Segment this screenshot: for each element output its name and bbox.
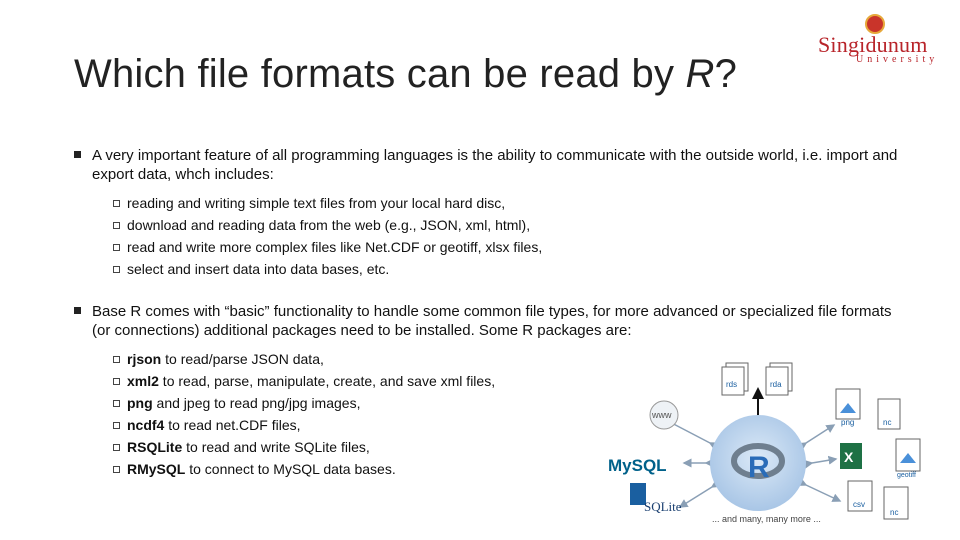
package-name: rjson: [127, 351, 162, 367]
package-desc: to read/parse JSON data,: [161, 351, 324, 367]
package-name: xml2: [127, 373, 159, 389]
sqlite-logo-icon: [630, 483, 682, 514]
list-item: reading and writing simple text files from your local hard disc,: [118, 192, 904, 214]
file-label: geotiff: [897, 472, 916, 479]
package-name: png: [127, 395, 153, 411]
logo-subtitle: University: [856, 54, 939, 65]
diagram-svg: [600, 355, 940, 535]
bullet-packages: [74, 302, 904, 340]
sub-list-import: [74, 192, 904, 280]
more-caption: ... and many, many more ...: [712, 514, 821, 524]
excel-arrow-icon: [812, 459, 836, 463]
file-label: csv: [853, 500, 865, 509]
list-item: select and insert data into data bases, etc.: [118, 258, 904, 280]
bullet-data-import: [74, 146, 904, 184]
package-desc: and jpeg to read png/jpg images,: [152, 395, 361, 411]
bullet-text: Base R comes with “basic” functionality to handle some common file types, for more advanced or specialized file formats (or connections) additional packages need to be installed. Some R packages are:: [92, 303, 892, 339]
file-label: nc: [883, 418, 892, 427]
www-icon: [650, 401, 678, 429]
university-logo: [818, 14, 940, 66]
list-item: read and write more complex files like Net.CDF or geotiff, xlsx files,: [118, 236, 904, 258]
mysql-logo-icon: MySQL: [608, 456, 667, 475]
logo-name: Singidunum: [818, 32, 928, 57]
package-desc: to read net.CDF files,: [164, 417, 301, 433]
file-label: nc: [890, 508, 899, 517]
rds-file-icon: [722, 363, 748, 395]
csv-file-icon: [848, 481, 872, 511]
package-name: ncdf4: [127, 417, 165, 433]
bullet-text: A very important feature of all programming languages is the ability to communicate with the outside world, i.e. import and export data, whch includes:: [92, 147, 898, 183]
csv-arrow-icon: [806, 485, 840, 501]
package-desc: to read and write SQLite files,: [182, 439, 370, 455]
package-name: RSQLite: [127, 439, 183, 455]
nc-file-icon: [878, 399, 900, 429]
r-logo-icon: R: [748, 451, 770, 484]
sqlite-arrow-icon: [680, 487, 712, 507]
png-arrow-icon: [806, 425, 834, 443]
package-name: RMySQL: [127, 461, 186, 477]
www-label: www: [652, 410, 672, 420]
svg-text:X: X: [844, 449, 854, 465]
sqlite-label: SQLite: [644, 499, 682, 514]
r-io-diagram: [600, 355, 940, 535]
file-label: rds: [726, 380, 738, 389]
png-file-icon: [836, 389, 860, 427]
logo-emblem-icon: [865, 14, 885, 34]
nc-file-icon-2: [884, 487, 908, 519]
page-title: Which file formats can be read by R?: [74, 52, 738, 96]
excel-icon: [840, 443, 862, 469]
package-desc: to read, parse, manipulate, create, and save xml files,: [158, 373, 496, 389]
geotiff-file-icon: [896, 439, 920, 479]
file-label: png: [841, 418, 855, 427]
file-label: rda: [770, 380, 782, 389]
list-item: download and reading data from the web (e.g., JSON, xml, html),: [118, 214, 904, 236]
package-desc: to connect to MySQL data bases.: [185, 461, 396, 477]
rda-file-icon: [766, 363, 792, 395]
